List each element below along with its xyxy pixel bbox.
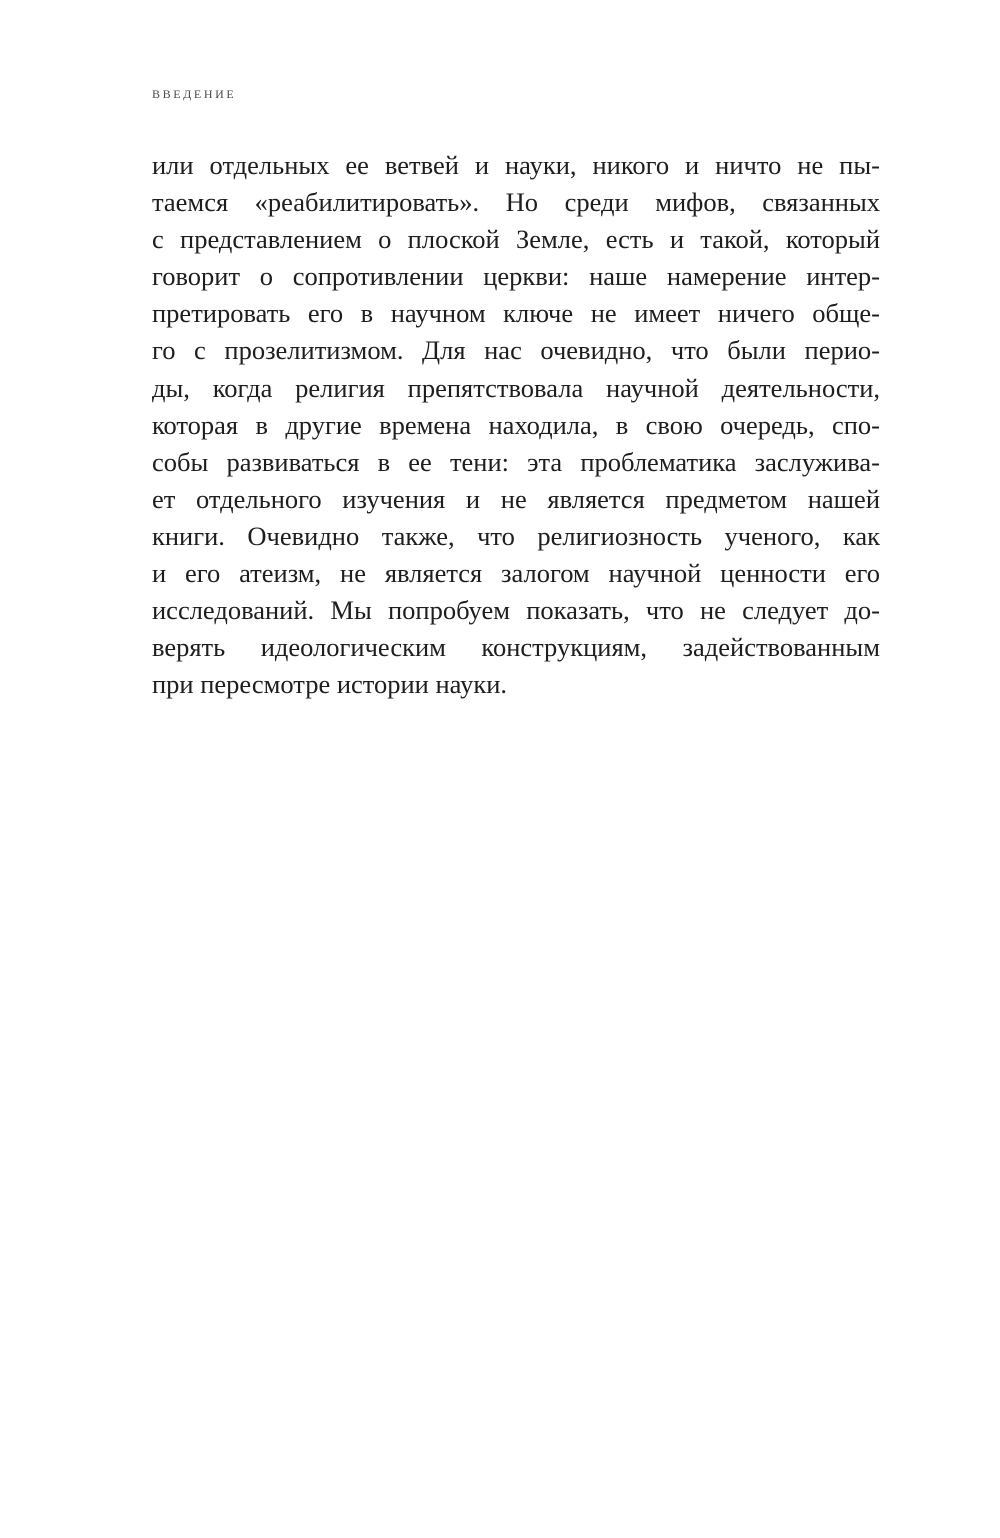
- text-line: ды, когда религия препятствовала научной деятельности,: [152, 372, 880, 403]
- text-line: говорит о сопротивлении церкви: наше намерение интер-: [152, 261, 880, 292]
- text-line: книги. Очевидно также, что религиозность ученого, как: [152, 520, 880, 551]
- text-line: претировать его в научном ключе не имеет ничего обще-: [152, 298, 880, 329]
- text-line: таемся «реабилитировать». Но среди мифов, связанных: [152, 187, 880, 218]
- text-line: го с прозелитизмом. Для нас очевидно, что были перио-: [152, 335, 880, 366]
- running-head: ВВЕДЕНИЕ: [152, 87, 237, 101]
- text-line: собы развиваться в ее тени: эта проблематика заслужива-: [152, 446, 880, 477]
- body-paragraph: [152, 147, 880, 703]
- text-line: которая в другие времена находила, в свою очередь, спо-: [152, 409, 880, 440]
- text-line: верять идеологическим конструкциям, задействованным: [152, 632, 880, 663]
- text-line: и его атеизм, не является залогом научной ценности его: [152, 558, 880, 589]
- text-line: или отдельных ее ветвей и науки, никого и ничто не пы-: [152, 150, 880, 180]
- text-line: ет отдельного изучения и не является предметом нашей: [152, 483, 880, 514]
- text-line-last: при пересмотре истории науки.: [152, 669, 508, 700]
- text-line: исследований. Мы попробуем показать, что не следует до-: [152, 595, 880, 626]
- text-line: с представлением о плоской Земле, есть и такой, который: [152, 224, 880, 255]
